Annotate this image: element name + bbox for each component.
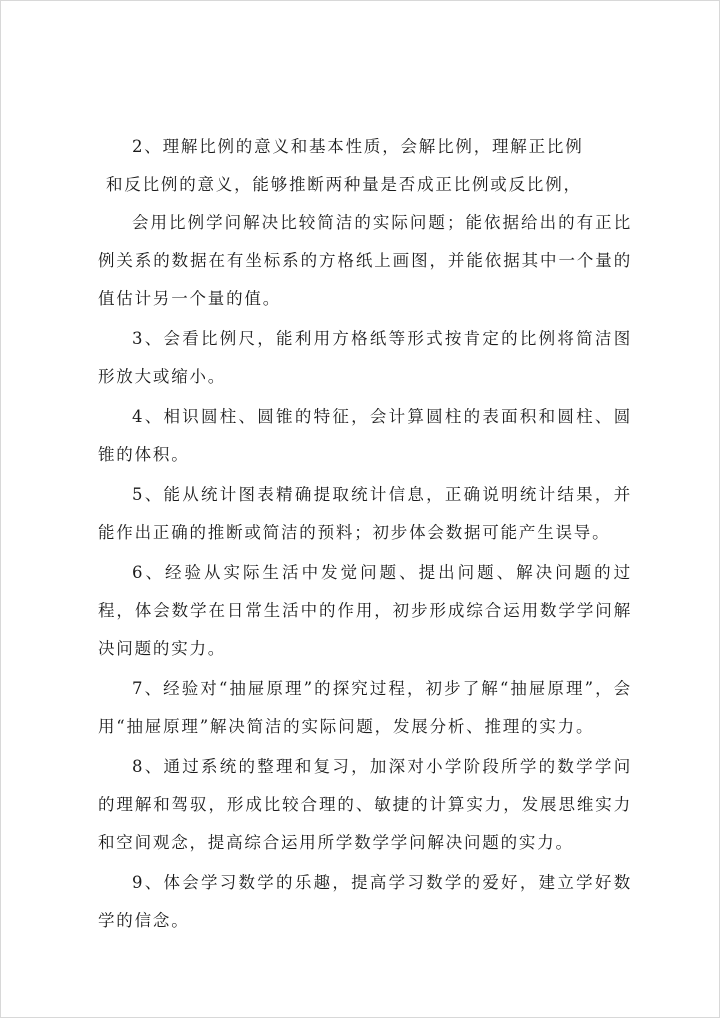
paragraph-proportion-application: 会用比例学问解决比较简洁的实际问题；能依据给出的有正比例关系的数据在有坐标系的方格纸上画图，并能依据其中一个量的值估计另一个量的值。 [98,213,632,308]
paragraph-item-7: 7、经验对“抽屉原理”的探究过程，初步了解“抽屉原理”，会用“抽屉原理”解决简洁的实际问题，发展分析、推理的实力。 [98,679,632,736]
paragraph-item-8: 8、通过系统的整理和复习，加深对小学阶段所学的数学学问的理解和驾驭，形成比较合理的、敏捷的计算实力，发展思维实力和空间观念，提高综合运用所学数学学问解决问题的实力。 [98,757,632,852]
document-body [98,128,632,942]
paragraph-item-6: 6、经验从实际生活中发觉问题、提出问题、解决问题的过程，体会数学在日常生活中的作用，初步形成综合运用数学学问解决问题的实力。 [98,563,632,658]
paragraph-item-9: 9、体会学习数学的乐趣，提高学习数学的爱好，建立学好数学的信念。 [98,873,632,930]
paragraph-item-4: 4、相识圆柱、圆锥的特征，会计算圆柱的表面积和圆柱、圆锥的体积。 [98,407,632,464]
intro-line-2: 和反比例的意义，能够推断两种量是否成正比例或反比例， [106,175,582,194]
intro-line-1: 2、理解比例的意义和基本性质，会解比例，理解正比例 [132,137,584,156]
paragraph-item-5: 5、能从统计图表精确提取统计信息，正确说明统计结果，并能作出正确的推断或简洁的预料；初步体会数据可能产生误导。 [98,485,632,542]
paragraph-item-3: 3、会看比例尺，能利用方格纸等形式按肯定的比例将简洁图形放大或缩小。 [98,329,632,386]
